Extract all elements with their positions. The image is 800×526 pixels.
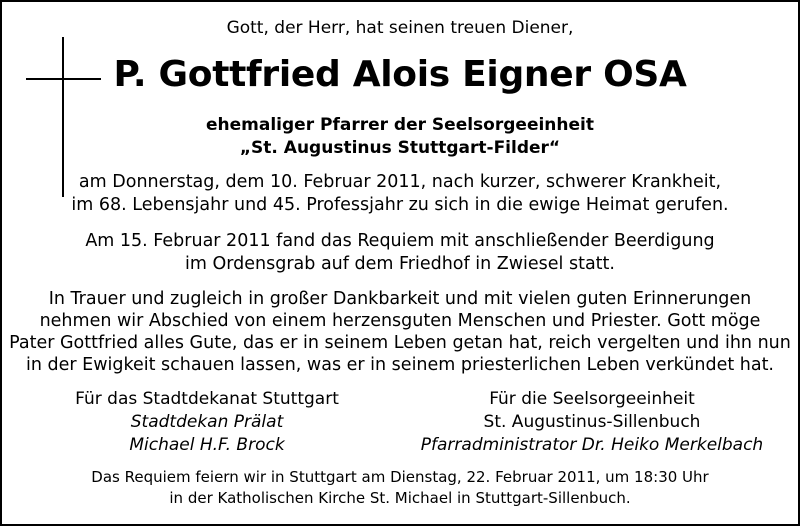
signature-left-org: Für das Stadtdekanat Stuttgart bbox=[75, 389, 339, 409]
role-line-1: ehemaliger Pfarrer der Seelsorgeeinheit bbox=[206, 115, 594, 135]
paragraph-3-line-4: in der Ewigkeit schauen lassen, was er in seinem priesterlichen Leben verkündet hat. bbox=[26, 355, 774, 375]
signature-right-person: Pfarradministrator Dr. Heiko Merkelbach bbox=[420, 435, 764, 455]
paragraph-1-line-1: am Donnerstag, dem 10. Februar 2011, nach kurzer, schwerer Krankheit, bbox=[78, 172, 722, 192]
deceased-name: P. Gottfried Alois Eigner OSA bbox=[113, 54, 687, 95]
paragraph-3-line-1: In Trauer und zugleich in großer Dankbarkeit und mit vielen guten Erinnerungen bbox=[48, 289, 752, 309]
signature-left-title: Stadtdekan Prälat bbox=[130, 412, 284, 432]
role-line-2: „St. Augustinus Stuttgart-Filder“ bbox=[239, 138, 561, 158]
paragraph-3-line-3: Pater Gottfried alles Gute, das er in seinem Leben getan hat, reich vergelten und ihn nun bbox=[9, 333, 791, 353]
signature-left-person: Michael H.F. Brock bbox=[129, 435, 285, 455]
footer-line-2: in der Katholischen Kirche St. Michael in Stuttgart-Sillenbuch. bbox=[169, 489, 631, 507]
footer-line-1: Das Requiem feiern wir in Stuttgart am Dienstag, 22. Februar 2011, um 18:30 Uhr bbox=[91, 468, 709, 486]
paragraph-1-line-2: im 68. Lebensjahr und 45. Professjahr zu sich in die ewige Heimat gerufen. bbox=[71, 195, 729, 215]
paragraph-3-line-2: nehmen wir Abschied von einem herzensguten Menschen und Priester. Gott möge bbox=[39, 311, 761, 331]
paragraph-2-line-1: Am 15. Februar 2011 fand das Requiem mit anschließender Beerdigung bbox=[85, 231, 715, 251]
signature-right-unit: St. Augustinus-Sillenbuch bbox=[483, 412, 701, 432]
paragraph-2-line-2: im Ordensgrab auf dem Friedhof in Zwiesel statt. bbox=[185, 254, 615, 274]
signature-right-org: Für die Seelsorgeeinheit bbox=[489, 389, 695, 409]
intro-text: Gott, der Herr, hat seinen treuen Diener, bbox=[226, 18, 574, 38]
